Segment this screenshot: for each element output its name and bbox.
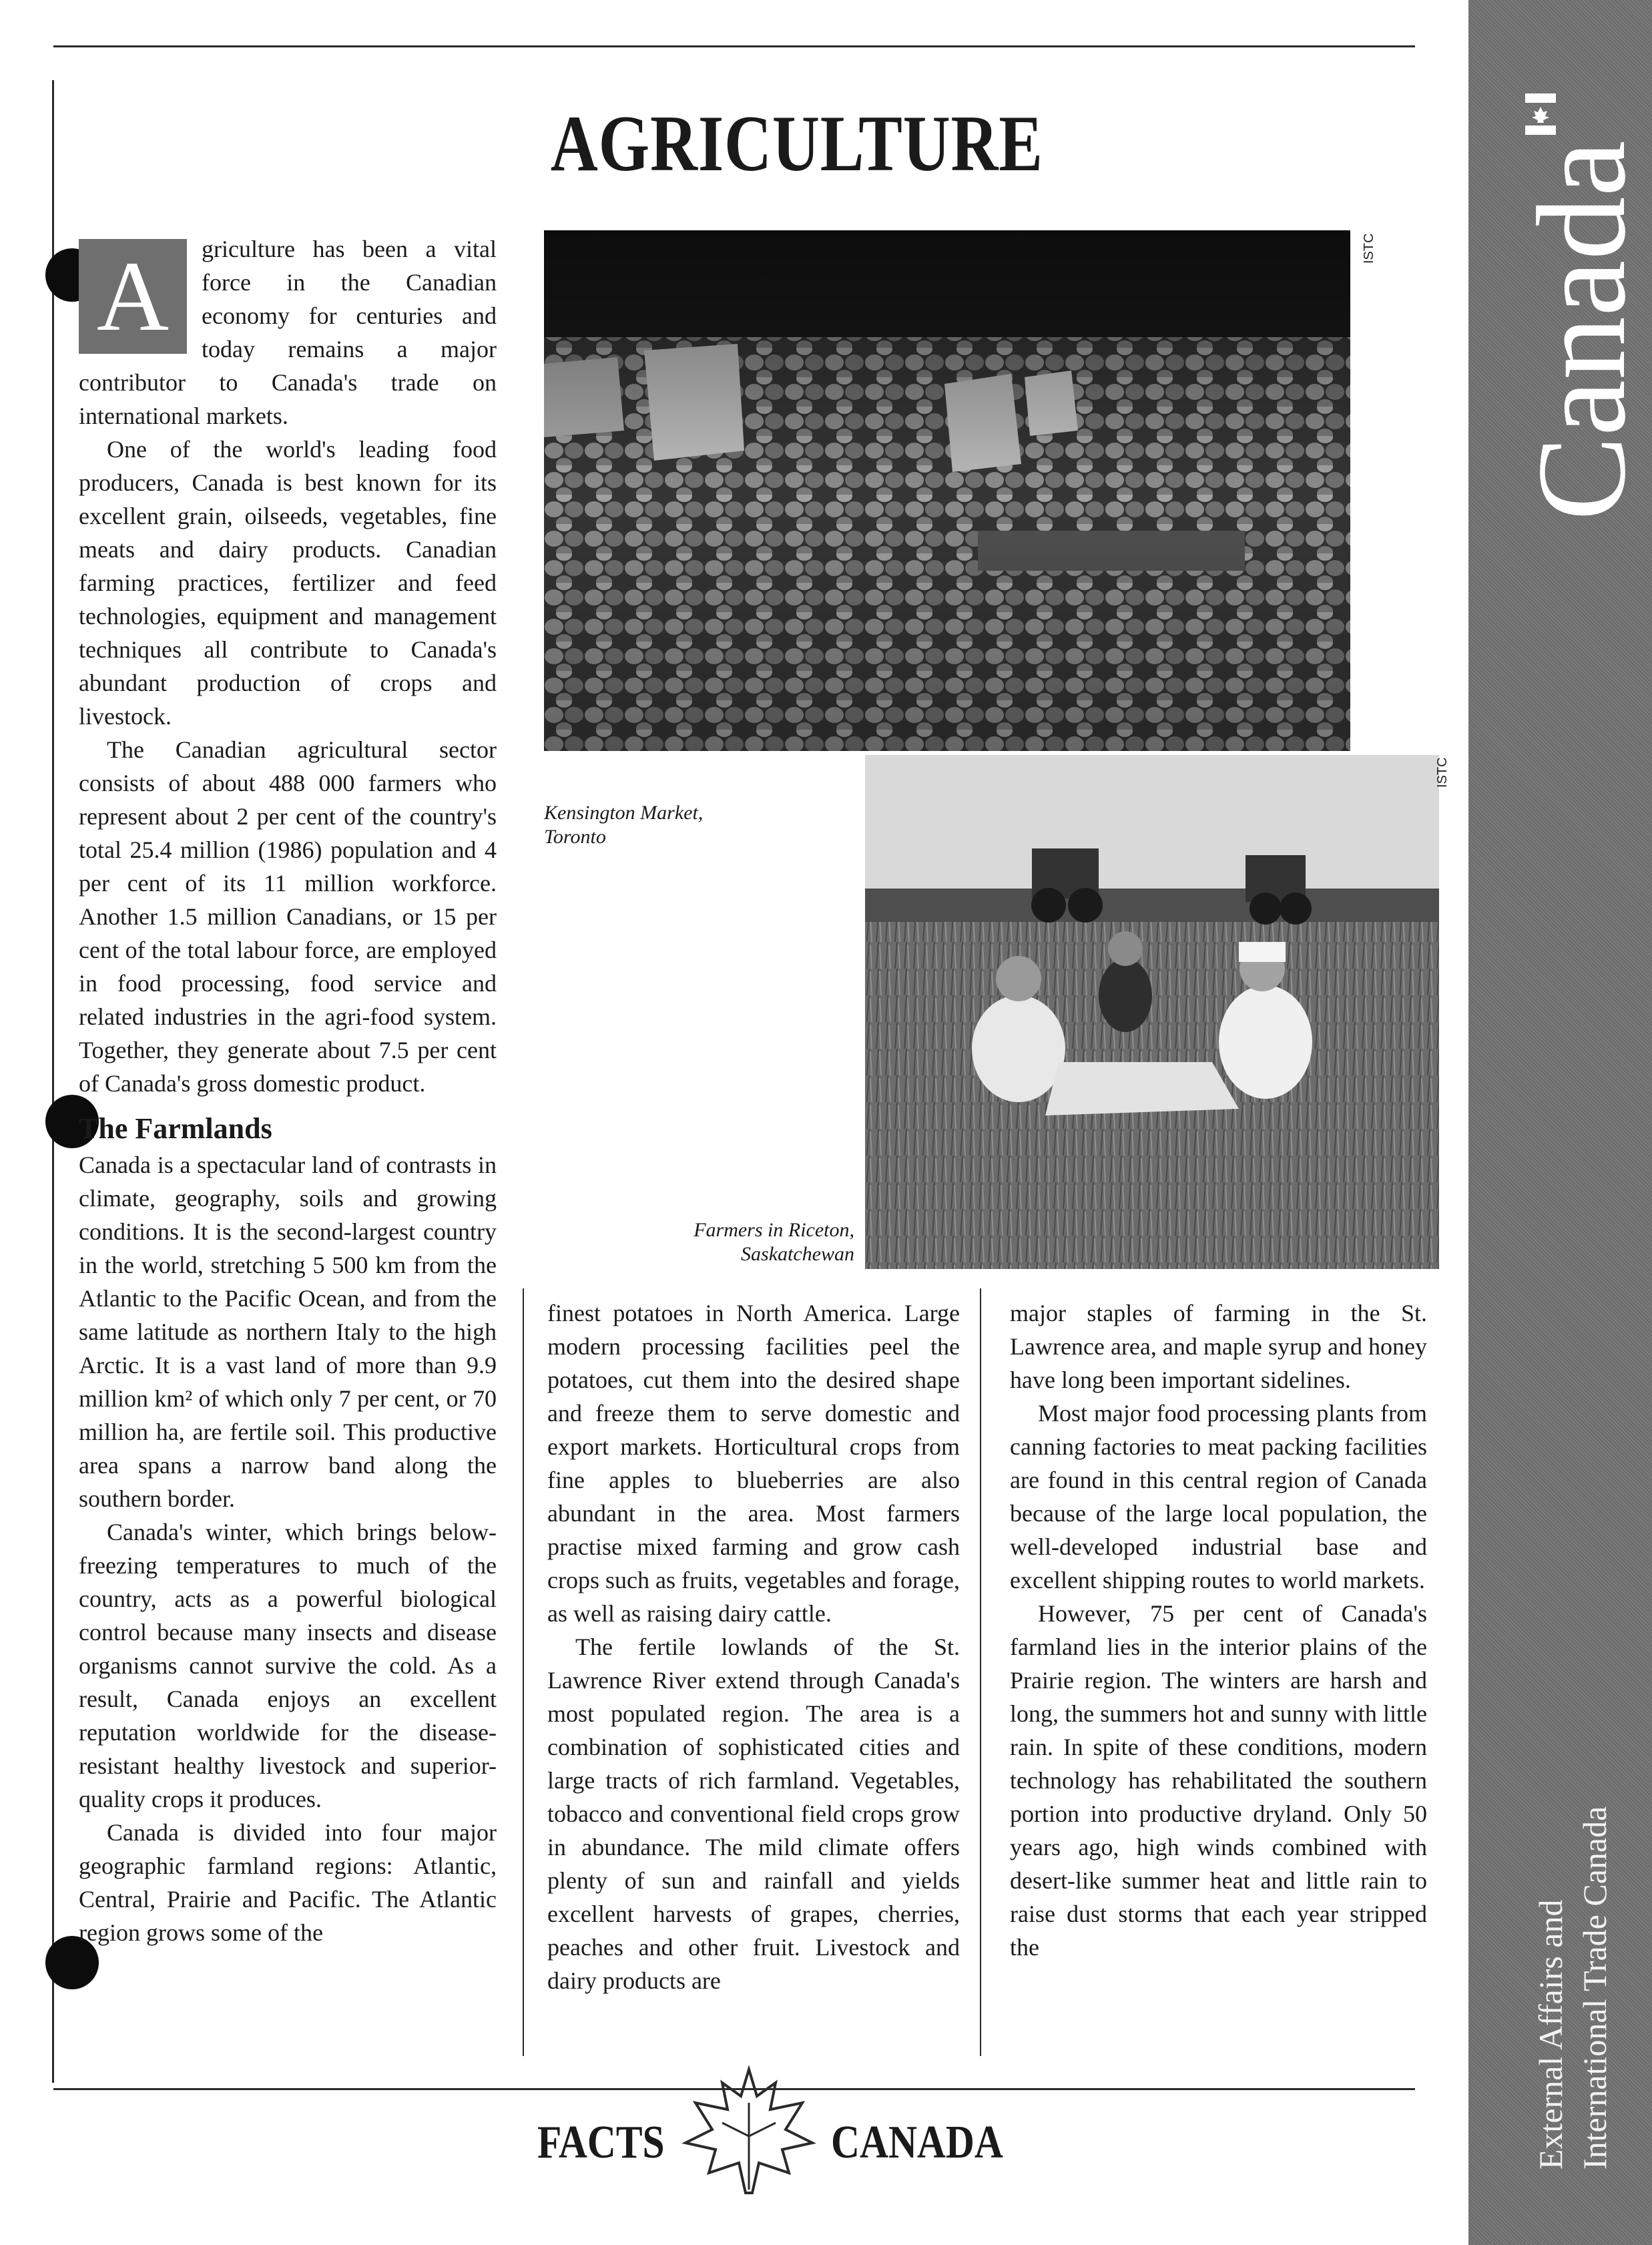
top-rule — [53, 45, 1415, 47]
paragraph: Canada's winter, which brings below-freezing temperatures to much of the country, acts as a powerful biological control because many insects and disease organisms cannot survive the cold. As a result, Canada enjoys an excellent reputation worldwide for the disease-resistant healthy livestock and superior-quality crops it produces. — [79, 1519, 497, 1812]
paragraph: One of the world's leading food producers, Canada is best known for its excellent grain, oilseeds, vegetables, fine meats and dairy products. Canadian farming practices, fertilizer and feed technologies, equipment and management techniques all contribute to Canada's abundant production of crops and livestock. — [79, 436, 497, 730]
paragraph: major staples of farming in the St. Lawrence area, and maple syrup and honey have long been important sidelines. — [1010, 1300, 1427, 1393]
paragraph: Canada is a spectacular land of contrasts in climate, geography, soils and growing conditions. It is the second-largest country in the world, stretching 5 500 km from the Atlantic to the Pacific Ocean, and from the same latitude as northern Italy to the high Arctic. It is a vast land of more than 9.9 million km² of which only 7 per cent, or 70 million ha, are fertile soil. This productive area spans a narrow band along the southern border. — [79, 1152, 497, 1512]
column-3 — [1010, 1296, 1427, 1964]
column-divider — [980, 1288, 981, 2056]
paragraph: Most major food processing plants from canning factories to meat packing facilities are found in this central region of Canada because of the large local population, the well-developed industrial base and excellent shipping routes to world markets. — [1010, 1400, 1427, 1593]
left-margin-rule — [52, 80, 54, 2083]
ministry-line: International Trade Canada — [1576, 1806, 1613, 2170]
paragraph: Canada is divided into four major geographic farmland regions: Atlantic, Central, Prairie and Pacific. The Atlantic region grows some of the — [79, 1819, 497, 1946]
ministry-name — [1529, 1806, 1617, 2170]
maple-leaf-icon — [675, 2063, 822, 2196]
farmers-photo-credit: ISTC — [1435, 757, 1450, 788]
footer-canada: CANADA — [831, 2117, 1003, 2168]
caption-line: Saskatchewan — [741, 1243, 854, 1265]
drop-cap: A — [79, 239, 187, 354]
paragraph: The Canadian agricultural sector consists of about 488 000 farmers who represent about 2 per cent of the country's total 25.4 million (1986) population and 4 per cent of its 11 million workforce. Another 1.5 million Canadians, or 15 per cent of the total labour force, are employed in food processing, food service and related industries in the agri-food system. Together, they generate about 7.5 per cent of Canada's gross domestic product. — [79, 736, 497, 1097]
intro-paragraph — [79, 232, 497, 433]
farmers-photo — [861, 751, 1439, 1269]
ministry-line: External Affairs and — [1532, 1899, 1569, 2170]
caption-line: Toronto — [544, 826, 606, 848]
market-photo-caption — [544, 801, 784, 849]
farmers-photo-caption — [681, 1218, 854, 1266]
page-title: AGRICULTURE — [550, 99, 1043, 188]
column-2 — [547, 1296, 960, 1997]
market-photo-credit: ISTC — [1362, 233, 1376, 264]
intro-text: griculture has been a vital force in the Canadian economy for centuries and today remains a major contributor to Canada's trade on international markets. — [79, 236, 497, 429]
caption-line: Farmers in Riceton, — [694, 1219, 854, 1241]
paragraph: finest potatoes in North America. Large modern processing facilities peel the potatoes, cut them into the desired shape and freeze them to serve domestic and export markets. Horticultural crops from fine apples to blueberries are also abundant in the area. Most farmers practise mixed farming and grow cash crops such as fruits, vegetables and forage, as well as raising dairy cattle. — [547, 1300, 960, 1627]
caption-line: Kensington Market, — [544, 802, 704, 824]
paragraph: The fertile lowlands of the St. Lawrence River extend through Canada's most populated region. The area is a combination of sophisticated cities and large tracts of rich farmland. Vegetables, tobacco and conventional field crops grow in abundance. The mild climate offers plenty of sun and rainfall and yields excellent harvests of grapes, cherries, peaches and other fruit. Livestock and dairy products are — [547, 1634, 960, 1994]
paragraph: However, 75 per cent of Canada's farmland lies in the interior plains of the Prairie region. The winters are harsh and long, the summers hot and sunny with little rain. In spite of these conditions, modern technology has rehabilitated the southern portion into productive dryland. Only 50 years ago, high winds combined with desert-like summer heat and little rain to raise dust storms that each year stripped the — [1010, 1600, 1427, 1961]
market-photo — [544, 230, 1350, 751]
section-heading-farmlands: The Farmlands — [79, 1112, 272, 1145]
footer-facts: FACTS — [537, 2117, 665, 2168]
column-divider — [523, 1288, 524, 2056]
column-1 — [79, 232, 497, 1949]
canada-wordmark: Canada — [1512, 140, 1652, 521]
canada-flag-icon — [1525, 93, 1556, 135]
